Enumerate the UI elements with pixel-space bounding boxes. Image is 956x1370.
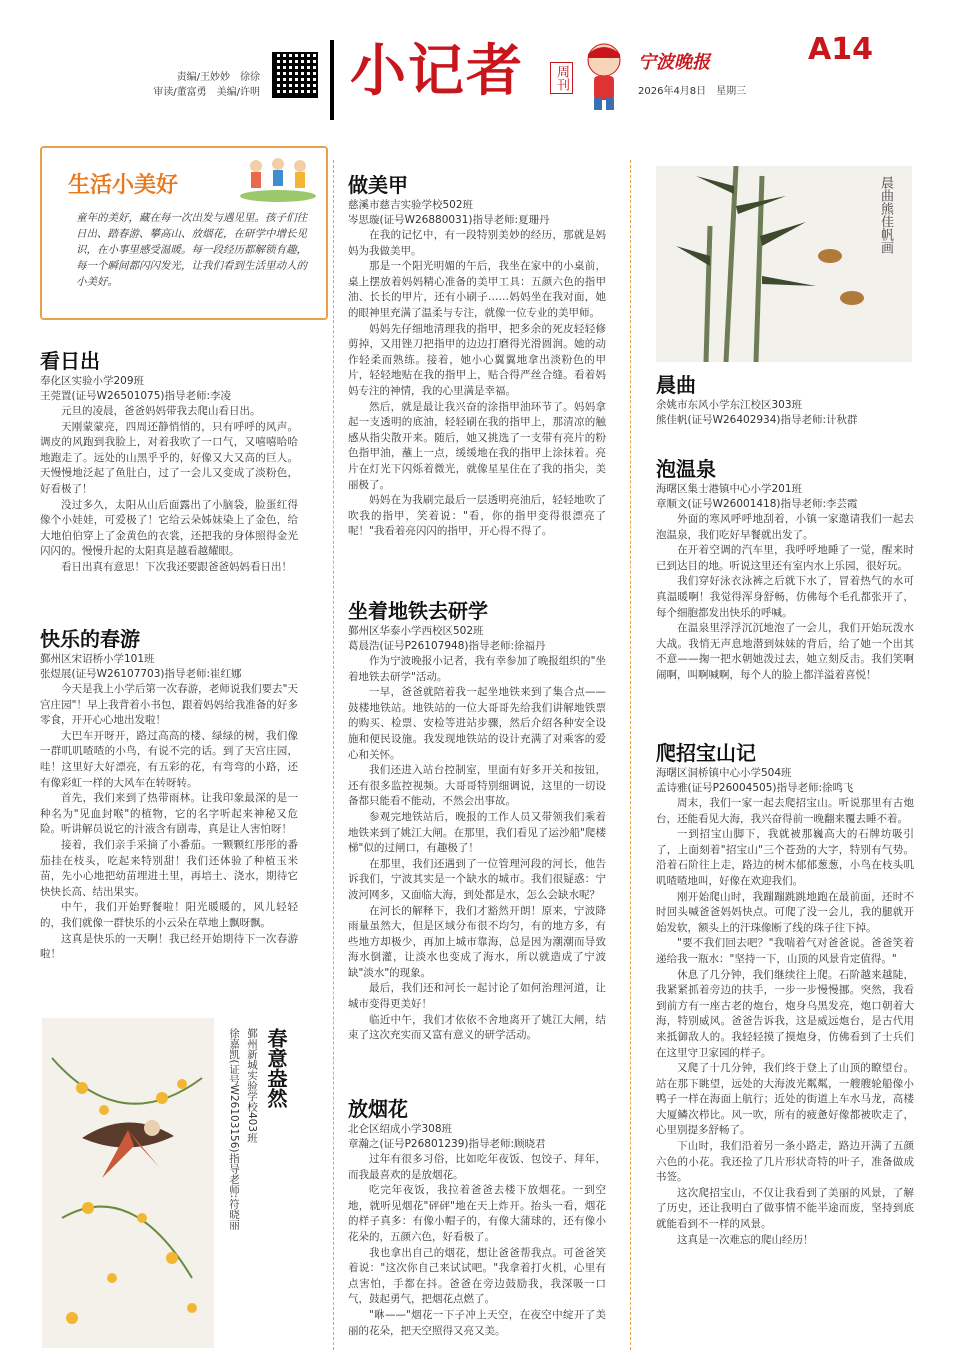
paragraph: 没过多久，太阳从山后面露出了小脑袋，脸蛋红得像个小娃娃，可爱极了！它给云朵姊妹染上了金色，给大地伯伯穿上了金黄色的衣裳，还把我的身体照得金光闪闪的。慢慢升起的太阳真是越看越耀眼。 bbox=[40, 498, 298, 558]
article-ditie bbox=[348, 598, 606, 1044]
paragraph: 元旦的凌晨，爸爸妈妈带我去爬山看日出。 bbox=[61, 405, 261, 417]
masthead-divider bbox=[330, 40, 334, 120]
article-school: 北仑区绍成小学308班 bbox=[348, 1123, 453, 1135]
article-title: 泡温泉 bbox=[656, 457, 716, 481]
article-school: 鄞州新城实验学校403班 bbox=[246, 1028, 258, 1143]
paragraph: 接着，我们亲手采摘了小番茄。一颗颗红彤彤的番茄挂在枝头，吃起来特别甜！我们还体验了种植玉米苗，先小心地把幼苗埋进土里，再培土、浇水，期待它快快长高、结出果实。 bbox=[40, 838, 298, 898]
paragraph: 吃完年夜饭，我拉着爸爸去楼下放烟花。一到空地，就听见烟花"砰砰"地在天上炸开。抬头一看，烟花的样子真多：有像小帽子的，有像大蒲球的，还有像小花朵的，五颜六色，好看极了。 bbox=[348, 1184, 606, 1243]
paragraph: 妈妈在为我刷完最后一层透明亮油后，轻轻地吹了吹我的指甲，笑着说："看，你的指甲变得很漂亮了呢！"我看着亮闪闪的指甲，开心得不得了。 bbox=[348, 494, 606, 538]
paragraph: 一到招宝山脚下，我就被那巍高大的石牌坊吸引了，上面刻着"招宝山"三个苍劲的大字，特别有气势。沿着石阶往上走，路边的树木郁郁葱葱，小鸟在枝头叽叽喳喳地叫，好像在欢迎我们。 bbox=[656, 828, 914, 887]
newspaper-name: 宁波晚报 bbox=[638, 52, 710, 73]
paragraph: 一早，爸爸就陪着我一起坐地铁来到了集合点——鼓楼地铁站。地铁站的一位大哥哥先给我们讲解地铁票的购买、检票、安检等进站步骤，然后介绍各种安全设施和便民设施。我发现地铁站的设计充满了对乘客的爱心和关怀。 bbox=[348, 686, 606, 761]
article-title: 快乐的春游 bbox=[40, 627, 140, 651]
article-title: 坐着地铁去研学 bbox=[348, 599, 488, 623]
paragraph: 临近中午，我们才依依不舍地离开了姚江大闸，结束了这次充实而又富有意义的研学活动。 bbox=[348, 1013, 606, 1042]
article-school: 鄞州区华泰小学西校区502班 bbox=[348, 625, 484, 637]
paragraph: 天刚蒙蒙亮，四周还静悄悄的，只有呼呼的风声。调皮的风跑到我脸上，对着我吹了一口气，又嘻嘻哈哈地跑走了。远处的山黑乎乎的，好像又大又高的巨人。天慢慢地泛起了鱼肚白，过了一会儿又变成了淡粉色，好看极了！ bbox=[40, 420, 298, 495]
article-byline: 张煜展(证号W26107703)指导老师:崔红娜 bbox=[40, 668, 242, 680]
article-body bbox=[656, 512, 914, 684]
painting-spring bbox=[42, 1018, 214, 1348]
paragraph: 首先，我们来到了热带雨林。让我印象最深的是一种名为"见血封喉"的植物，它的名字听起来神秘又危险。听讲解员说它的汁液含有剧毒，真是让人害怕呀！ bbox=[40, 792, 298, 836]
article-school: 余姚市东风小学东江校区303班 bbox=[656, 399, 803, 411]
article-body bbox=[656, 796, 914, 1248]
paragraph: 在我的记忆中，有一段特别美妙的经历，那就是妈妈为我做美甲。 bbox=[348, 229, 606, 257]
intro-title: 生活小美好 bbox=[68, 173, 179, 198]
paragraph: 今天是我上小学后第一次春游，老师说我们要去"天宫庄园"！早上我背着小书包，跟着妈妈给我准备的好多零食，开开心心地出发啦！ bbox=[40, 683, 298, 727]
column-divider bbox=[333, 160, 334, 1350]
article-title: 爬招宝山记 bbox=[656, 741, 756, 765]
article-title: 春意盎然 bbox=[264, 1028, 288, 1108]
issue-date: 2026年4月8日 星期三 bbox=[638, 86, 747, 97]
painting-morning bbox=[656, 166, 912, 362]
article-school: 海曙区洞桥镇中心小学504班 bbox=[656, 767, 792, 779]
paragraph: 我们还进入站台控制室，里面有好多开关和按钮，还有很多监控视频。大哥哥特别细调说，这里的一切设备都只能看不能动，不然会出事故。 bbox=[348, 764, 606, 808]
article-title: 看日出 bbox=[40, 349, 100, 373]
mascot-figure bbox=[580, 40, 628, 112]
paragraph: 下山时，我们沿着另一条小路走，路边开满了五颜六色的小花。我还捡了几片形状奇特的叶子，准备做成书签。 bbox=[656, 1140, 914, 1184]
paragraph: 外面的寒风呼呼地刮着，小镇一家邀请我们一起去泡温泉，我们吃好早餐就出发了。 bbox=[656, 513, 914, 541]
paragraph: 在温泉里浮浮沉沉地泡了一会儿，我们开始玩泼水大战。我悄无声息地潜到妹妹的背后，给了她一个出其不意——掬一把水朝她泼过去，她立刻反击。我们笑啊闹啊，叫啊喊啊，每个人的脸上都洋溢着喜悦！ bbox=[656, 622, 914, 681]
article-byline: 熊佳帆(证号W26402934)指导老师:计秋群 bbox=[656, 414, 858, 426]
paragraph: 作为宁波晚报小记者，我有幸参加了晚报组织的"坐着地铁去研学"活动。 bbox=[348, 655, 606, 683]
article-yanhua bbox=[348, 1096, 606, 1339]
article-body bbox=[40, 682, 298, 963]
paragraph: 在那里，我们还遇到了一位管理河段的河长，他告诉我们，宁波其实是一个缺水的城市。我们很疑惑：宁波河网多，又面临大海，到处都是水，怎么会缺水呢？ bbox=[348, 857, 606, 901]
paragraph: 这真是快乐的一天啊！我已经开始期待下一次春游啦！ bbox=[40, 932, 298, 961]
article-school: 海曙区集士港镇中心小学201班 bbox=[656, 483, 803, 495]
paragraph: 中午，我们开始野餐啦！阳光暖暖的，风儿轻轻的，我们就像一群快乐的小云朵在草地上飘呀飘。 bbox=[40, 901, 298, 929]
paragraph: 在开着空调的汽车里，我呼呼地睡了一觉，醒来时已到达目的地。听说这里还有室内水上乐园，很好玩。 bbox=[656, 544, 914, 572]
article-byline: 孟诗雅(证号P26004505)指导老师:徐鸣飞 bbox=[656, 782, 854, 794]
paragraph: 这真是一次难忘的爬山经历！ bbox=[677, 1233, 814, 1246]
article-chenqu bbox=[656, 372, 914, 428]
paragraph: 这次爬招宝山，不仅让我看到了美丽的风景，了解了历史，还让我明白了做事情不能半途而废，坚持到底就能看到不一样的风景。 bbox=[656, 1186, 914, 1231]
article-byline: 章顺文(证号W26001418)指导老师:李芸霞 bbox=[656, 498, 858, 510]
paragraph: 我们穿好泳衣泳裤之后就下水了，冒着热气的水可真温暖啊！我觉得浑身舒畅，仿佛每个毛孔都张开了，每个细胞都发出快乐的呼喊。 bbox=[656, 575, 914, 619]
article-body bbox=[348, 654, 606, 1044]
brand-title: 小记者 bbox=[350, 39, 524, 104]
paragraph: 我也拿出自己的烟花，想让爸爸帮我点。可爸爸笑着说："这次你自己来试试吧。"我拿着打火机，心里有点害怕，手都在抖。爸爸在旁边鼓励我，我深吸一口气，鼓起勇气，把烟花点燃了。 bbox=[348, 1246, 606, 1306]
paragraph: 参观完地铁站后，晚报的工作人员又带领我们乘着地铁来到了姚江大闸。在那里，我们看见了运沙船"爬楼梯"似的过闸口，有趣极了！ bbox=[348, 810, 606, 855]
paragraph: 休息了几分钟，我们继续往上爬。石阶越来越陡，我紧紧抓着旁边的扶手，一步一步慢慢挪。突然，我看到前方有一座古老的炮台，炮身乌黑发亮，炮口朝着大海，特别威风。爸爸告诉我，这是威远炮台，是古代用来抵御敌人的。我轻轻摸了摸炮身，仿佛看到了士兵们在这里守卫家园的样子。 bbox=[656, 968, 914, 1059]
article-title: 晨曲 bbox=[656, 373, 696, 397]
paragraph: "咻——"烟花一下子冲上天空，在夜空中绽开了美丽的花朵，把天空照得又亮又美。 bbox=[348, 1308, 606, 1337]
editor-line-1: 责编/王妙妙 徐徐 bbox=[176, 72, 260, 83]
article-chunyou bbox=[40, 626, 298, 963]
article-byline: 章瀚之(证号P26801239)指导老师:顾晓君 bbox=[348, 1138, 546, 1150]
article-byline: 岑思璇(证号W26880031)指导老师:夏珊丹 bbox=[348, 214, 550, 226]
page-number: A14 bbox=[808, 32, 873, 67]
article-school: 奉化区实验小学209班 bbox=[40, 375, 145, 387]
paragraph: 大巴车开呀开，路过高高的楼、绿绿的树，我们像一群叽叽喳喳的小鸟，有说不完的话。到了天宫庄园，哇！这里好大好漂亮，有五彩的花，有弯弯的小路，还有像彩虹一样的大风车在转呀转。 bbox=[40, 729, 298, 789]
column-divider bbox=[630, 160, 631, 1350]
article-title: 做美甲 bbox=[348, 173, 408, 197]
intro-text: 童年的美好，藏在每一次出发与遇见里。孩子们往日出、踏春游、攀高山、放烟花，在研学中增长见识，在小事里感受温暖。每一段经历都解锁有趣，每一个瞬间都闪闪发光，让我们看到生活里动人的小美好。 bbox=[76, 212, 307, 288]
paragraph: 过年有很多习俗，比如吃年夜饭、包饺子、拜年，而我最喜欢的是放烟花。 bbox=[348, 1153, 606, 1181]
paragraph: 周末，我们一家一起去爬招宝山。听说那里有古炮台，还能看见大海，我兴奋得前一晚翻来覆去睡不着。 bbox=[656, 797, 914, 825]
editor-credits bbox=[110, 70, 260, 100]
article-meijia bbox=[348, 172, 606, 540]
article-byline: 徐嘉凯(证号W26103156)指导老师:符晓丽 bbox=[228, 1028, 240, 1230]
article-school: 鄞州区宋诏桥小学101班 bbox=[40, 653, 155, 665]
paragraph: 在河长的解释下，我们才豁然开朗！原来，宁波降雨量虽然大，但是区域分布很不均匀，有的地方多，有些地方却极少，再加上城市靠海，总是因为潮潮而导致海水倒灌，让淡水也变成了海水，所以就造成了宁波缺"淡水"的现象。 bbox=[348, 904, 606, 979]
article-byline: 葛晨浩(证号P26107948)指导老师:徐福丹 bbox=[348, 640, 546, 652]
paragraph: 那是一个阳光明媚的午后，我坐在家中的小桌前，桌上摆放着妈妈精心准备的美甲工具：五颜六色的指甲油、长长的甲片，还有小刷子……妈妈坐在我对面，她的眼神里充满了温柔与专注，就像一位专业的美甲师。 bbox=[348, 260, 606, 319]
editor-line-2: 审读/董富勇 美编/许明 bbox=[153, 87, 260, 98]
paragraph: 刚开始爬山时，我蹦蹦跳跳地跑在最前面，还时不时回头喊爸爸妈妈快点。可爬了没一会儿，我的腿就开始发软，额头上的汗珠像断了线的珠子往下掉。 bbox=[656, 890, 914, 934]
article-byline: 王莞置(证号W26501075)指导老师:李凌 bbox=[40, 390, 232, 402]
paragraph: 看日出真有意思！下次我还要跟爸爸妈妈看日出！ bbox=[61, 560, 292, 573]
article-body bbox=[40, 404, 298, 576]
qr-code bbox=[272, 52, 318, 98]
article-school: 慈溪市慈吉实验学校502班 bbox=[348, 199, 474, 211]
article-body bbox=[348, 228, 606, 540]
painting-inscription: 晨曲熊佳帆画 bbox=[878, 176, 893, 254]
article-zhaobaoshan bbox=[656, 740, 914, 1248]
intro-box bbox=[40, 146, 328, 320]
paragraph: 又爬了十几分钟，我们终于登上了山顶的瞭望台。站在那下眺望，远处的大海波光粼粼，一艘艘轮船像小鸭子一样在海面上航行；近处的街道上车水马龙，高楼大厦鳞次栉比。风一吹，所有的疲惫好像都被吹走了，心里别提多舒畅了。 bbox=[656, 1062, 914, 1137]
article-title: 放烟花 bbox=[348, 1097, 408, 1121]
paragraph: 然后，就是最让我兴奋的涂指甲油环节了。妈妈拿起一支透明的底油，轻轻刷在我的指甲上，那清凉的触感从指尖散开来。随后，她又挑选了一支带有亮片的粉色指甲油，蘸上一点，缓缓地在我的指甲上涂抹着。亮片在灯光下闪烁着微光，就像星星住在了我的指尖，美丽极了。 bbox=[348, 400, 606, 491]
article-wenquan bbox=[656, 456, 914, 684]
brand-subtitle: 周刊 bbox=[550, 62, 573, 94]
paragraph: 妈妈先仔细地清理我的指甲，把多余的死皮轻轻修剪掉，又用锉刀把指甲的边边打磨得光滑圆润。她的动作轻柔而熟练。接着，她小心翼翼地拿出淡粉色的甲片，轻轻地贴在我的指甲上，贴合得严丝合缝。看着妈妈专注的神情，我的心里满是幸福。 bbox=[348, 322, 606, 397]
article-body bbox=[348, 1152, 606, 1339]
paragraph: 最后，我们还和河长一起讨论了如何治理河道，让城市变得更美好！ bbox=[348, 982, 606, 1011]
paragraph: "要不我们回去吧？"我喘着气对爸爸说。爸爸笑着递给我一瓶水："坚持一下，山顶的风景肯定值得。" bbox=[656, 937, 914, 965]
article-kanrichu bbox=[40, 348, 298, 576]
children-illustration bbox=[238, 152, 318, 202]
